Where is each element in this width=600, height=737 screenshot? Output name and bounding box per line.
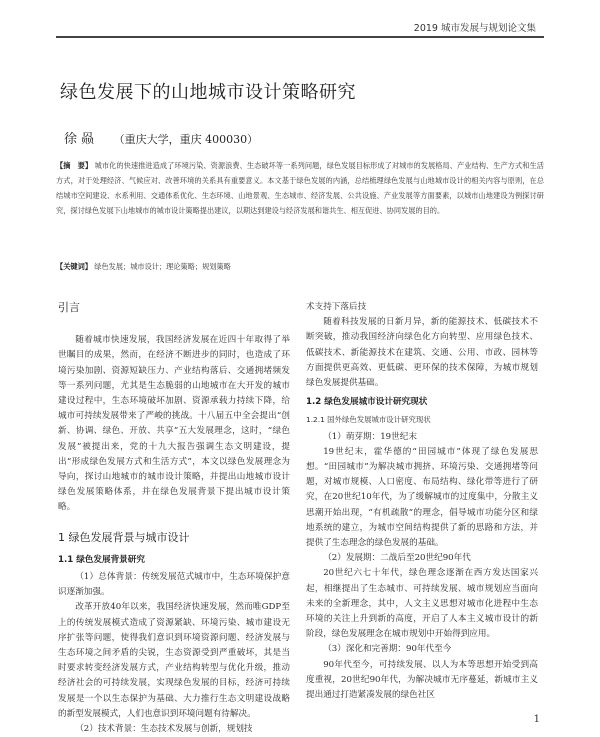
running-header: 2019 城市发展与规划论文集 [413, 23, 536, 34]
stage-1-text: 19世纪末，霍华德的“田园城市”体现了绿色发展思想。“田园城市”为解决城市拥挤、环境污染、交通拥堵等问题，对城市规模、人口密度、布局结构、绿化带等进行了研究，在20世纪10年代，为了缓解城市的过度集中，分散主义思潮开始出现，“有机疏散”的理念，倡导城市功能分区和绿地系统的建立，为城市空间结构提供了新的思路和方法，并提供了生态理念的绿色发展的基础。 [306, 446, 538, 549]
intro-heading: 引言 [58, 301, 80, 314]
section-1-heading: 1 绿色发展背景与城市设计 [58, 530, 190, 544]
subsection-1-1-heading: 1.1 绿色发展背景研究 [58, 554, 145, 565]
article-title: 绿色发展下的山地城市设计策略研究 [60, 82, 356, 103]
keywords-label: 【关键词】 [56, 262, 92, 271]
keywords [56, 262, 544, 272]
abstract-label: 【摘 要】 [56, 161, 93, 170]
right-column [306, 300, 538, 703]
paragraph-overall-background: （1）总体背景：传统发展范式城市中，生态环境保护意识逐渐加强。 [58, 572, 290, 598]
stage-3-text: 90年代至今，可持续发展、以人为本等思想开始受到高度重视，20世纪90年代，为解决城市无序蔓延，新城市主义提出通过打造紧凑发展的绿色社区 [306, 659, 538, 701]
subsection-1-2-heading: 1.2 绿色发展城市设计研究现状 [306, 397, 428, 408]
author-name: 徐 赑 [64, 132, 95, 147]
paragraph-continued: 术支持下落后技 [306, 302, 367, 312]
abstract-text: 城市化的快速推进造成了环境污染、资源浪费、生态破坏等一系列问题，绿色发展目标形成了对城市的发展格局、产业结构、生产方式和生活方式，对于处理经济、气候应对、改善环境的关系具有重要意义。本文基于绿色发展的内涵，总结梳理绿色发展与山地城市设计的相关内容与原则，在总结城市空间建设、水系利用、交通体系优化、生态环境、山地景观、生态城市、经济发展、公共设施、产业发展等方面要素，以城市山地建设为例探讨研究，探讨绿色发展下山地城市的城市设计策略提出建议，以期达到建设与经济发展和谐共生、相互促进、协同发展的目的。 [56, 161, 544, 215]
stage-1-heading: （1）萌芽期：19世纪末 [323, 431, 417, 442]
stage-2-text: 20世纪六七十年代，绿色理念逐渐在西方发达国家兴起，相继提出了生态城市、可持续发展、城市规划应当面向未来的全新理念，其中，人文主义思想对城市化进程中生态环境的关注上升到新的高度，开启了人本主义城市设计的新阶段，绿色发展理念在城市规划中开始得到应用。 [306, 568, 538, 640]
author-affiliation: （重庆大学，重庆 400030） [113, 133, 259, 146]
left-column [58, 300, 290, 737]
stage-2-heading: （2）发展期：二战后至20世纪90年代 [323, 553, 471, 564]
subsubsection-1-2-1-heading: 1.2.1 国外绿色发展城市设计研究现状 [306, 415, 431, 425]
page-number: 1 [533, 714, 540, 725]
abstract [56, 158, 544, 218]
paragraph-reform: 改革开放40年以来，我国经济快速发展，然而唯GDP至上的传统发展模式造成了资源紧缺、环境污染、城市建设无序扩张等问题，使得我们意识到环境资源问题、经济发展与生态环境之间矛盾的尖锐，生态资源受到严重破坏，其是当时要求转变经济发展方式，产业结构转型与优化升级，推动经济社会的可持续发展，实现绿色发展的目标，经济可持续发展是一个以生态保护为基础、大力推行生态文明建设战略的新型发展模式，人们也意识到环境问题有待解决。 [58, 602, 290, 719]
author-line [64, 128, 258, 147]
intro-paragraph: 随着城市快速发展，我国经济发展在近四十年取得了举世瞩目的成果，然而，在经济不断进步的同时，也造成了环境污染加剧、资源短缺压力、产业结构落后、交通拥堵频发等一系列问题，尤其是生态脆弱的山地城市在大开发的城市建设过程中，生态环境破坏加剧、资源承载力持续下降，给城市可持续发展带来了严峻的挑战。十八届五中全会提出“创新、协调、绿色、开放、共享”五大发展理念，这时，“绿色发展”被提出来，党的十九大报告强调生态文明建设，提出“形成绿色发展方式和生活方式”，本文以绿色发展理念为导向，探讨山地城市的城市设计策略，并提出山地城市设计绿色发展策略体系，并在绿色发展背景下提出城市设计策略。 [58, 335, 290, 513]
paragraph-tech-development: 随着科技发展的日新月异，新的能源技术、低碳技术不断突破，推动我国经济向绿色化方向转型、应用绿色技术、低碳技术、新能源技术在建筑、交通、公用、市政、园林等方面提供更高效、更低碳、更环保的技术保障，为城市规划绿色发展提供基础。 [306, 317, 538, 389]
paragraph-tech-background: （2）技术背景：生态技术发展与创新，规划技 [75, 724, 253, 735]
keywords-text: 绿色发展；城市设计；理论策略；规划策略 [94, 262, 231, 271]
header-rule [56, 36, 544, 38]
stage-3-heading: （3）深化和完善期：90年代至今 [323, 644, 452, 655]
